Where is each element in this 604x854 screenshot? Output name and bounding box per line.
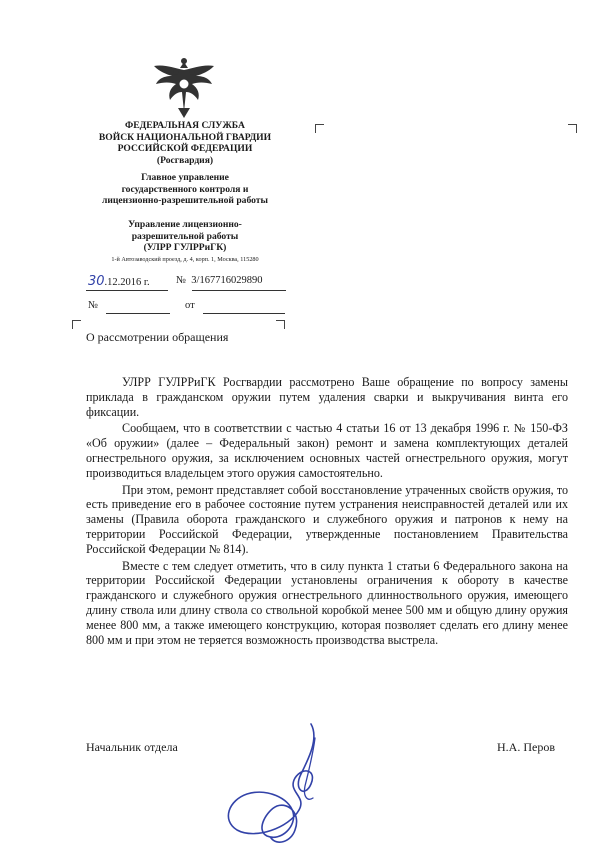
agency-short-name: (Росгвардия) [156, 154, 214, 166]
ref-from-label: от [185, 300, 195, 311]
ref-number-line [106, 313, 170, 314]
subject-corner-mark [276, 320, 285, 329]
directorate-name [60, 172, 310, 207]
ref-number-label: № [88, 300, 99, 311]
signatory-name: Н.А. Перов [497, 740, 555, 754]
agency-name [60, 120, 310, 166]
agency-address: 1-й Автозаводский проезд, д. 4, корп. 1, Москва, 115280 [111, 256, 259, 263]
letter-body [86, 375, 568, 649]
signatory-position: Начальник отдела [86, 740, 178, 754]
body-paragraph: Сообщаем, что в соответствии с частью 4 статьи 16 от 13 декабря 1996 г. № 150-ФЗ «Об оружии» (далее – Федеральный закон) ремонт и замена комплектующих деталей огнестрельного оружия, за исключением основных частей огнестрельного оружия, могут производиться владельцем этого оружия самостоятельно. [86, 421, 568, 480]
agency-name-line: РОССИЙСКОЙ ФЕДЕРАЦИИ [117, 143, 253, 154]
directorate-line: лицензионно-разрешительной работы [101, 195, 268, 206]
addressee-corner-mark [315, 124, 324, 133]
department-line: (УЛРР ГУЛРРиГК) [143, 242, 227, 253]
date-underline [86, 290, 168, 291]
directorate-line: Главное управление [141, 172, 229, 183]
handwritten-signature [215, 718, 335, 850]
date-rest: .12.2016 г. [104, 277, 150, 288]
department-name [60, 219, 310, 254]
subject-corner-mark [72, 320, 81, 329]
handwritten-day: 30 [88, 274, 105, 289]
letter-subject: О рассмотрении обращения [86, 330, 229, 344]
body-paragraph: При этом, ремонт представляет собой восстановление утраченных свойств оружия, то есть приведение его в рабочее состояние путем устранения неисправностей деталей или их замены (Правила оборота гражданского и служебного оружия и патронов к нему на территории Российской Федерации, утвержденные постановлением Правительства Российской Федерации № 814). [86, 482, 568, 556]
number-underline [192, 290, 286, 291]
body-paragraph: Вместе с тем следует отметить, что в силу пункта 1 статьи 6 Федерального закона на территории Российской Федерации установлены ограничения к обороту в качестве гражданского и служебного оружия огнестрельного длинноствольного оружия, имеющего длину ствола или длину ствола со ствольной коробкой менее 500 мм и общую длину оружия менее 800 мм, а также имеющего конструкцию, которая позволяет сделать его длину менее 800 мм и при этом не теряется возможность производства выстрела. [86, 558, 568, 647]
department-line: Управление лицензионно- [128, 219, 242, 230]
directorate-line: государственного контроля и [121, 183, 249, 195]
department-line: разрешительной работы [131, 230, 239, 242]
registration-number [176, 275, 262, 286]
body-paragraph: УЛРР ГУЛРРиГК Росгвардии рассмотрено Ваше обращение по вопросу замены приклада в гражданском оружии путем удаления сварки и выкручивания винта его фиксации. [86, 375, 568, 419]
agency-name-line: ФЕДЕРАЛЬНАЯ СЛУЖБА [125, 120, 245, 131]
eagle-emblem-icon [150, 52, 218, 120]
ref-from-line [203, 313, 285, 314]
number-label: № [176, 275, 187, 286]
registration-date [88, 274, 150, 289]
number-value: 3/167716029890 [191, 275, 263, 286]
addressee-corner-mark [568, 124, 577, 133]
agency-name-line: ВОЙСК НАЦИОНАЛЬНОЙ ГВАРДИИ [98, 131, 272, 143]
